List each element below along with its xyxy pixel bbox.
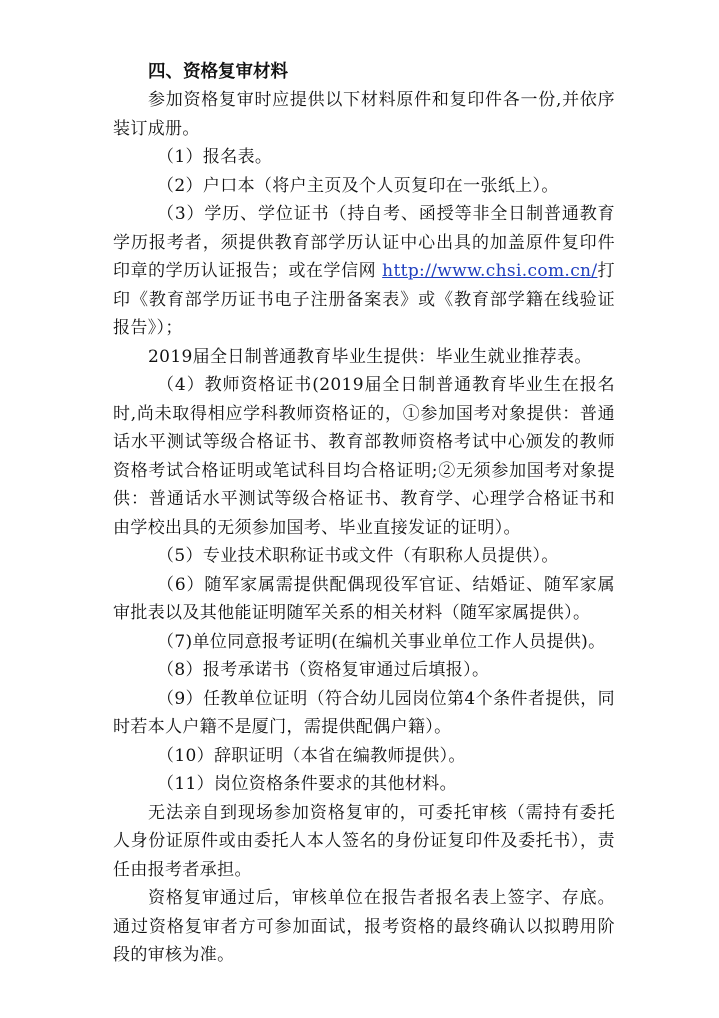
item-teaching-unit-proof: （9）任教单位证明（符合幼儿园岗位第4个条件者提供，同时若本人户籍不是厦门，需提供配偶户籍）。 <box>113 688 615 737</box>
chsi-link[interactable]: http://www.chsi.com.cn/ <box>382 261 598 281</box>
item-degree-text-after: 打印《教育部学历证书电子注册备案表》或《教育部学籍在线验证报告》）； <box>113 261 615 338</box>
item-household-register: （2）户口本（将户主页及个人页复印在一张纸上）。 <box>157 175 559 196</box>
item-resignation-proof: （10）辞职证明（本省在编教师提供）。 <box>157 745 466 766</box>
item-graduate-recommendation: 2019届全日制普通教育毕业生提供：毕业生就业推荐表。 <box>148 346 592 367</box>
item-employer-consent: （7)单位同意报考证明(在编机关事业单位工作人员提供)。 <box>157 631 606 652</box>
intro-paragraph: 参加资格复审时应提供以下材料原件和复印件各一份,并依序装订成册。 <box>113 90 615 139</box>
item-degree-certificates <box>113 200 615 343</box>
section-heading: 四、资格复审材料 <box>148 62 288 82</box>
proxy-note-paragraph: 无法亲自到现场参加资格复审的，可委托审核（需持有委托人身份证原件或由委托人本人签名的身份证复印件及委托书），责任由报考者承担。 <box>113 802 615 880</box>
item-registration-form: （1）报名表。 <box>157 147 273 167</box>
item-teacher-qualification: （4）教师资格证书(2019届全日制普通教育毕业生在报名时,尚未取得相应学科教师资格证的，①参加国考对象提供：普通话水平测试等级合格证书、教育部教师资格考试中心颁发的教师资格考试合格证明或笔试科目均合格证明;②无须参加国考对象提供：普通话水平测试等级合格证书、教育学、心理学合格证书和由学校出具的无须参加国考、毕业直接发证的证明）。 <box>113 375 615 538</box>
item-professional-title: （5）专业技术职称证书或文件（有职称人员提供）。 <box>157 546 559 566</box>
item-commitment-letter: （8）报考承诺书（资格复审通过后填报）。 <box>157 660 490 680</box>
document-page <box>113 58 615 970</box>
closing-paragraph: 资格复审通过后，审核单位在报告者报名表上签字、存底。通过资格复审者方可参加面试，报考资格的最终确认以拟聘用阶段的审核为准。 <box>113 888 615 965</box>
item-degree-text-before: （3）学历、学位证书（持自考、函授等非全日制普通教育学历报考者，须提供教育部学历认证中心出具的加盖原件复印件印章的学历认证报告；或在学信网 <box>113 204 615 281</box>
item-military-family: （6）随军家属需提供配偶现役军官证、结婚证、随军家属审批表以及其他能证明随军关系的相关材料（随军家属提供）。 <box>113 574 615 623</box>
item-other-materials: （11）岗位资格条件要求的其他材料。 <box>157 774 457 794</box>
